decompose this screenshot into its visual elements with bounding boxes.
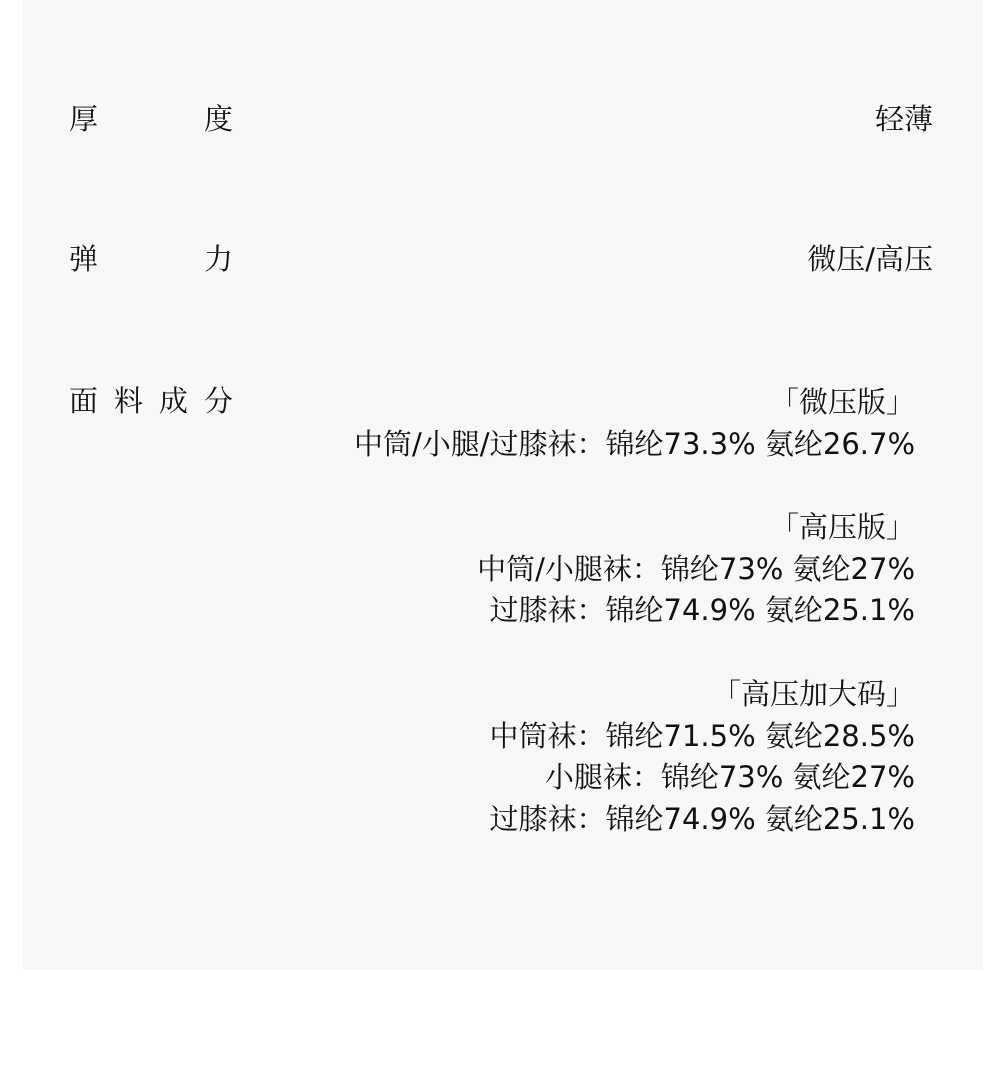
spec-value-thickness: 轻薄	[874, 102, 933, 136]
label-char: 度	[203, 102, 233, 136]
fabric-composition-line: 中筒/小腿/过膝袜：锦纶73.3% 氨纶26.7%	[353, 426, 915, 461]
fabric-group-high-pressure	[477, 507, 915, 632]
fabric-composition-line: 小腿袜：锦纶73% 氨纶27%	[544, 760, 915, 795]
fabric-group-title: 「高压加大码」	[711, 677, 915, 711]
spec-label-elasticity	[69, 239, 233, 279]
label-char: 面	[69, 384, 99, 418]
fabric-group-title: 「微压版」	[769, 385, 915, 419]
label-char: 成	[158, 384, 188, 418]
label-char: 力	[203, 242, 233, 276]
fabric-group-low-pressure	[354, 382, 915, 465]
label-char: 厚	[69, 102, 99, 136]
fabric-composition-line: 中筒袜：锦纶71.5% 氨纶28.5%	[489, 718, 915, 753]
spec-label-thickness	[69, 99, 233, 139]
label-char: 料	[113, 384, 143, 418]
fabric-group-title: 「高压版」	[769, 510, 915, 544]
spec-label-fabric	[69, 381, 233, 421]
fabric-group-high-pressure-plus	[490, 674, 915, 840]
label-char: 分	[203, 384, 233, 418]
spec-panel	[23, 0, 983, 970]
label-char: 弹	[69, 242, 99, 276]
fabric-composition-line: 过膝袜：锦纶74.9% 氨纶25.1%	[489, 593, 915, 628]
fabric-composition-line: 中筒/小腿袜：锦纶73% 氨纶27%	[477, 551, 915, 586]
fabric-composition-line: 过膝袜：锦纶74.9% 氨纶25.1%	[489, 801, 915, 836]
spec-value-elasticity: 微压/高压	[807, 242, 933, 276]
